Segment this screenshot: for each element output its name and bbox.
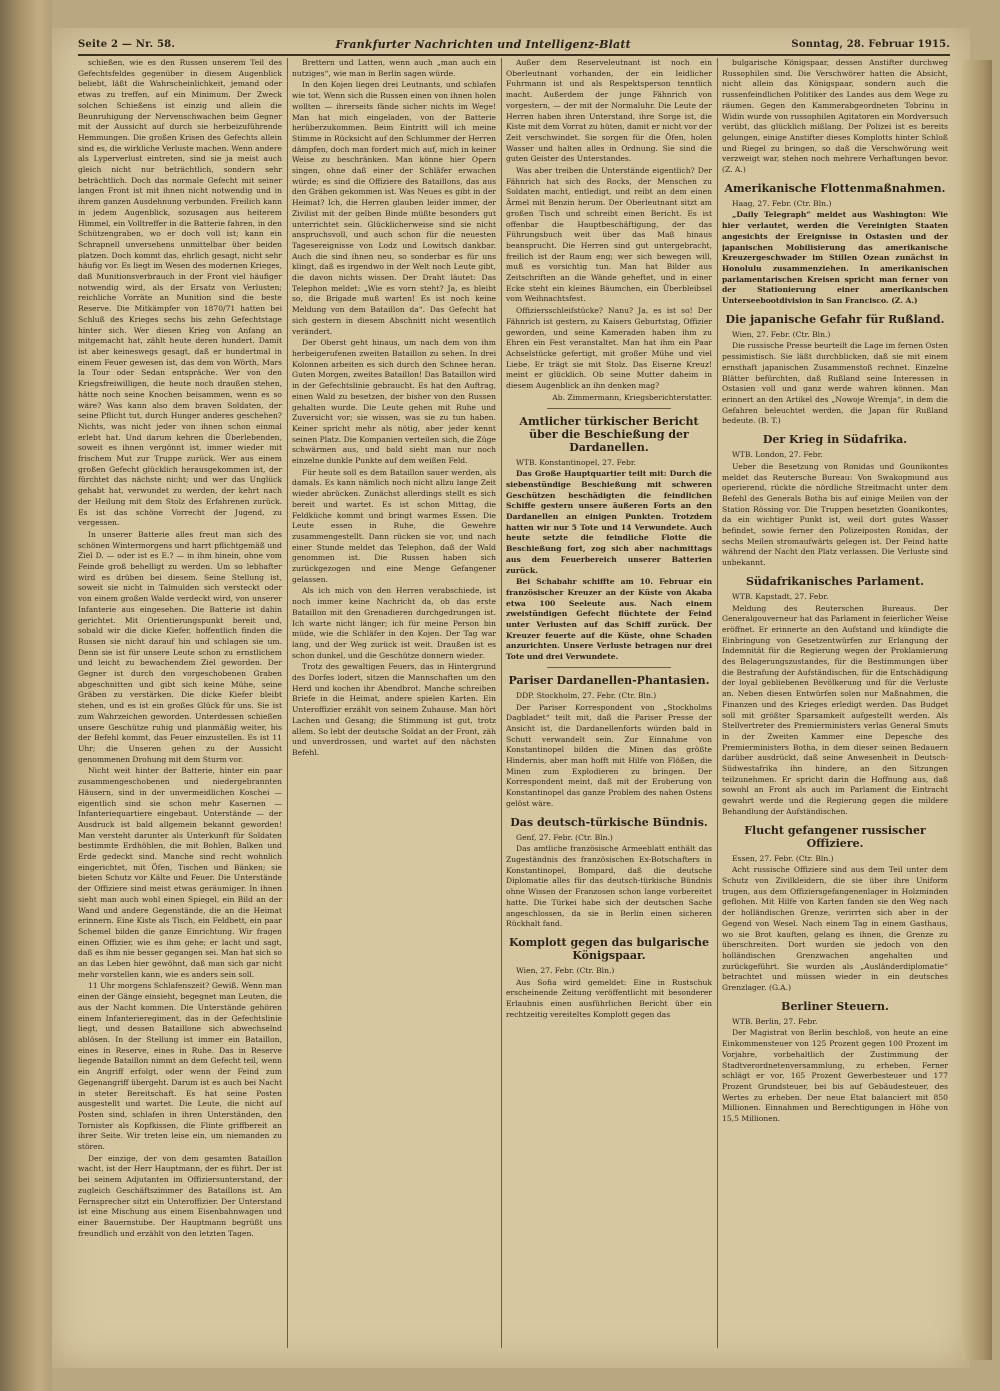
article-headline: Berliner Steuern.	[781, 999, 889, 1013]
column-1	[78, 58, 282, 1358]
paragraph: Acht russische Offiziere sind aus dem Teil unter dem Schutz von Zivilkleidern, die sie über ihre Uniform trugen, aus dem Offiziersgefangenenlager in Holzminden geflohen. Mit Hilfe von Karten fanden sie den Weg nach der holländischen Grenze, verirrten sich aber in der Gegend von Wesel. Nach einem Tag in einem Gasthaus, wo sie Brot kauften, gelang es ihnen, die Grenze zu überschreiten. Dort wurden sie jedoch von den holländischen Grenzwachen angehalten und zurückgeführt. Sie wurden als „Ausländerdiplomatie“ betrachtet und müssen wieder in ein deutsches Grenzlager. (G.A.)	[722, 865, 948, 993]
paragraph: Der Oberst geht hinaus, um nach dem von ihm herbeigerufenen zweiten Bataillon zu sehen. In drei Kolonnen arbeiten es sich durch den Schnee heran. Guten Morgen, zweites Bataillon! Das Bataillon wird in der Gefechtslinie gebraucht. Es hat den Auftrag, einen Wald zu besetzen, der bisher von den Russen gehalten wurde. Die Leute gehen mit Ruhe und Zuversicht vor; sie wissen, was sie zu tun haben. Keiner spricht mehr als nötig, aber jeder kennt seinen Platz. Die Kompanien verteilen sich, die Züge schwärmen aus, und bald sieht man nur noch einzelne dunkle Punkte auf dem weißen Feld.	[292, 338, 496, 466]
dateline: Essen, 27. Febr. (Ctr. Bln.)	[732, 853, 834, 863]
paragraph: Der Magistrat von Berlin beschloß, von heute an eine Einkommensteuer von 125 Prozent gegen 100 Prozent im Vorjahre, vorbehaltlich der Zustimmung der Stadtverordnetenversammlung, zu erheben. Ferner schlägt er vor, 165 Prozent Gewerbesteuer und 177 Prozent Grundsteuer, bei bis auf Gebäudesteuer, des Wertes zu erheben. Der neue Etat balanciert mit 850 Millionen. Einnahmen und Berechtigungen in Höhe von 15,5 Millionen.	[722, 1028, 948, 1124]
article-headline: Amerikanische Flottenmaßnahmen.	[724, 181, 946, 195]
column-rule	[501, 58, 502, 1348]
header-masthead: Frankfurter Nachrichten und Intelligenz-Blatt	[335, 37, 631, 51]
article-headline: Das deutsch-türkische Bündnis.	[510, 815, 708, 829]
column-2	[292, 58, 496, 1358]
text-columns	[78, 58, 950, 1358]
paragraph: Brettern und Latten, wenn auch „man auch ein nutziges“, wie man in Berlin sagen würde.	[292, 58, 496, 78]
paragraph: Was aber treiben die Unterstände eigentlich? Der Fähnrich hat sich des Rocks, der Menschen zu Soldaten macht, entledigt, und reibt an dem einen Ärmel mit Benzin herum. Der Oberleutnant sitzt am großen Tisch und schreibt einen Bericht. Es ist offenbar die Hauptbeschäftigung, der das Führungsbuch weit über das Maß hinaus beansprucht. Die Herren sind gut untergebracht, freilich ist der Raum eng; wer sich bewegen will, muß es vorsichtig tun. Man hat Bilder aus Zeitschriften an die Wände geheftet, und in einer Ecke steht ein kleines Bäumchen, ein Überbleibsel vom Weihnachtsfest.	[506, 166, 712, 304]
column-4	[722, 58, 948, 1358]
paragraph: Meldung des Reuterschen Bureaus. Der Generalgouverneur hat das Parlament in feierlicher Weise eröffnet. Er erinnerte an den Aufstand und kündigte die Einbringung von Gesetzentwürfen zur Erlangung der Indemnität für die Regierung wegen der Proklamierung des Belagerungszustandes, für die Bestimmungen über die Bestrafung der Aufständischen, für die Entschädigung der loyal gebliebenen Bevölkerung und für die Verluste an. Neben diesen Entwürfen solen nur Maßnahmen, die Finanzen und des Krieges erledigt werden. Das Budget soll mit größter Sparsamkeit aufgestellt werden. Als Stellvertreter des Premierministers verlas General Smuts in der Zweiten Kammer eine Depesche des Premierministers Botha, in dem dieser seinen Bedauern darüber ausdrückt, daß seine Anwesenheit in Deutsch-Südwestafrika ihn hindere, an den Sitzungen teilzunehmen. Er spricht darin die Hoffnung aus, daß sowohl an Front als auch im Parlament die Eintracht gewahrt werde und die Regierung gegen die mildere Behandlung der Aufständischen.	[722, 603, 948, 816]
article-headline: Flucht gefangener russischer Offiziere.	[744, 823, 926, 850]
dateline: DDP. Stockholm, 27. Febr. (Ctr. Bln.)	[516, 690, 657, 700]
paragraph: Außer dem Reserveleutnant ist noch ein Oberleutnant vorhanden, der ein leidlicher Fuhrmann ist und als Respektsperson tenntlich macht. Außerdem der junge Fähnrich von vorgestern, — der mit der Normaluhr. Die Leute der Herren haben ihren Unterstand, ihre Sorge ist, die Kiste mit dem Vorrat zu hüten, damit er nicht vor der Zeit verschwindet. Sie sorgen für die Öfen, holen Wasser und halten alles in Ordnung. Sie sind die guten Geister des Unterstandes.	[506, 58, 712, 164]
header-date: Sonntag, 28. Februar 1915.	[791, 38, 950, 50]
page-edge	[962, 60, 992, 1360]
paragraph: Bei Schabahr schiffte am 10. Februar ein französischer Kreuzer an der Küste von Akaba etwa 100 Seeleute aus. Nach einem zweistündigen Gefecht flüchtete der Feind unter Verlusten auf das Schiff zurück. Der Kreuzer feuerte auf die Küste, ohne Schaden anzurichten. Unsere Verluste betragen nur drei Tote und drei Verwundete.	[506, 577, 712, 662]
column-3	[506, 58, 712, 1358]
paragraph: 11 Uhr morgens Schlafenszeit? Gewiß. Wenn man einen der Gänge einsieht, begegnet man Leuten, die aus der Nacht kommen. Die Unterstände gehören einem Infanterieregiment, das in der Gefechtslinie liegt, und dessen Bataillone sich abwechselnd ablösen. In der Stellung ist immer ein Bataillon, eines in Reserve, eines in Ruhe. Das in Reserve liegende Bataillon nimmt an dem Gefecht teil, wenn ein Angriff erfolgt, oder wenn der Feind zum Gegenangriff übergeht. Darum ist es auch bei Nacht in steter Bereitschaft. Es hat seine Posten ausgestellt und wartet. Die Leute, die nicht auf Posten sind, schlafen in ihren Unterständen, den Tornister als Kopfkissen, die Flinte griffbereit an ihrer Seite. Wir treten leise ein, um niemanden zu stören.	[78, 981, 282, 1152]
paragraph: „Daily Telegraph“ meldet aus Washington: Wie hier verlautet, werden die Vereinigten Staaten angesichts der Ereignisse in Ostasien und der japanischen Mobilisierung das amerikanische Kreuzergeschwader im Stillen Ozean zunächst in Honolulu zusammenziehen. In amerikanischen parlamentarischen Kreisen spricht man ferner von der Stationierung einer amerikanischen Unterseebootdivision in San Francisco. (Z. A.)	[722, 210, 948, 306]
paragraph: Das amtliche französische Armeeblatt enthält das Zugeständnis des französischen Ex-Botschafters in Konstantinopel, Bompard, daß die deutsche Diplomatie alles für das deutsch-türkische Bündnis ohne Wissen der Franzosen schon lange vorbereitet hatte. Die Türkei habe sich der deutschen Sache angeschlossen, da sie in Berlin einen sicheren Rückhalt fand.	[506, 844, 712, 929]
paragraph: Für heute soll es dem Bataillon sauer werden, als damals. Es kann nämlich noch nicht allzu lange Zeit wieder abrücken. Zunächst allerdings stellt es sich bereit und wartet. Es ist schon Mittag, die Feldküche kommt und bringt warmes Essen. Die Leute essen in Ruhe, die Gewehre zusammengestellt. Dann rücken sie vor, und nach einer Stunde meldet das Telephon, daß der Wald genommen ist. Die Russen haben sich zurückgezogen und eine Menge Gefangener gelassen.	[292, 467, 496, 584]
dateline: WTB. London, 27. Febr.	[732, 450, 823, 460]
dateline: WTB. Berlin, 27. Febr.	[732, 1016, 818, 1026]
dateline: Wien, 27. Febr. (Ctr. Bln.)	[732, 329, 831, 339]
paragraph: Trotz des gewaltigen Feuers, das in Hintergrund des Dorfes lodert, sitzen die Mannschaften um den Herd und kochen ihr Abendbrot. Manche schreiben Briefe in die Heimat, andere spielen Karten. Ein Unteroffizier erzählt von seinem Zuhause. Man hört Lachen und Gesang; die Stimmung ist gut, trotz allem. So lebt der deutsche Soldat an der Front, zäh und unverdrossen, und wartet auf den nächsten Befehl.	[292, 662, 496, 757]
paragraph: Aus Sofia wird gemeldet: Eine in Rustschuk erscheinende Zeitung veröffentlicht mit besonderer Erlaubnis einen ausführlichen Bericht über ein rechtzeitig vereiteltes Komplott gegen das	[506, 977, 712, 1019]
article-headline: Der Krieg in Südafrika.	[762, 433, 908, 447]
article-headline: Die japanische Gefahr für Rußland.	[725, 312, 945, 326]
paragraph: Offiziersschleifstücke? Nanu? Ja, es ist so! Der Fähnrich ist gestern, zu Kaisers Geburtstag, Offizier geworden, und seine Kameraden haben ihm zu Ehren ein Fest veranstaltet. Man hat ihm ein Paar Achselstücke gefertigt, mit großer Mühe und viel Liebe. Er trägt sie mit Stolz. Das Eiserne Kreuz! meint er glücklich. Ob seine Mutter daheim in diesem Augenblick an ihn denken mag?	[506, 306, 712, 391]
dateline: WTB. Kapstadt, 27. Febr.	[732, 591, 829, 601]
page-header	[78, 34, 950, 56]
dateline: WTB. Konstantinopel, 27. Febr.	[516, 457, 637, 467]
author-signature: Ab. Zimmermann, Kriegsberichterstatter.	[552, 392, 712, 402]
header-page-number: Seite 2 — Nr. 58.	[78, 38, 176, 50]
dateline: Wien, 27. Febr. (Ctr. Bln.)	[516, 965, 615, 975]
separator	[547, 408, 671, 409]
book-binding	[0, 0, 52, 1391]
article-headline: Komplott gegen das bulgarische Königspaar.	[508, 935, 710, 962]
article-headline: Amtlicher türkischer Bericht über die Beschießung der Dardanellen.	[519, 414, 699, 454]
paragraph: schießen, wie es den Russen unserem Teil des Gefechtsfeldes gegenüber in diesem Augenblick beliebt, läßt die Wahrscheinlichkeit, jemand oder etwas zu treffen, auf ein Minimum. Der Zweck solchen Schießens ist einzig und allein die Beunruhigung der Nervenschwachen beim Gegner mit der Aussicht auf durch sie herbeizuführende Hemmungen. Die großen Krisen des Gefechts allein sind es, die wirkliche Verluste machen. Wenn andere als Lyperverlust eintreten, sind sie ja meist auch gleich nicht nur beträchtlich, sondern sehr beträchtlich. Doch das normale Gefecht mit seiner langen Front ist mit ihnen nicht notwendig und in ihrem ganzen Ausdehnung verbunden. Freilich kann in jedem Augenblick, sozusagen aus heiterem Himmel, ein Volltreffer in die Batterie fahren, in den Schützengraben, wo er doch voll ist; kann ein Schrapnell unversehens unmittelbar über beiden platzen. Doch kommt das, ehrlich gesagt, nicht sehr häufig vor. Es liegt im Wesen des modernen Krieges, daß Munitionsverbrauch in der Front viel häufiger notwendig wird, als der Ersatz von Verlusten; reichliche Vorräte an Munition sind die beste Reserve. Die Mitkämpfer von 1870/71 hatten bei Schluß des Krieges sechs bis zehn Gefechtstage hinter sich. Wer diesen Krieg von Anfang an mitgemacht hat, zählt heute deren hundert. Damit ist aber keineswegs gesagt, daß er hundertmal in einem Feuer gewesen ist, das dem von Wörth, Mars la Tour oder Sedan entspräche. Wer von den Kriegsfreiwilligen, die heute noch draußen stehen, hätte noch seine Knochen beisammen, wenn es so wäre? Was kann also dem braven Soldaten, der seine Pflicht tut, durch Hunger anderes geschehen? Nichts, was nicht jeder von ihnen schon einmal erlebt hat. Und darum kehren die Überlebenden, soweit es ihnen vergönnt ist, immer wieder mit frischem Mut zur Truppe zurück. Wer aus einem großen Gefecht glücklich herausgekommen ist, der fürchtet das nächste nicht; und wer das Unglück gehabt hat, verwundet zu werden, der kehrt nach der Heilung mit dem Stolz des Erfahrenen zurück. Es ist das schöne Vorrecht der Jugend, zu vergessen.	[78, 58, 282, 528]
paragraph: Der einzige, der von dem gesamten Bataillon wacht, ist der Herr Hauptmann, der es führt. Der ist bei seinem Adjutanten im Offiziersunterstand, der zugleich Geschäftszimmer des Bataillons ist. Am Fernsprecher sitzt ein Unteroffizier. Der Unterstand ist eine Mischung aus einem Eisenbahnwagen und einer Bauernstube. Der Hauptmann begrüßt uns freundlich und erzählt von den letzten Tagen.	[78, 1153, 282, 1238]
paragraph: In den Kojen liegen drei Leutnants, und schlafen wie tot. Wenn sich die Russen einen von ihnen holen wollten — ihrerseits fände sicher nichts im Wege! Man hat mich eingeladen, von der Batterie herüberzukommen. Beim Eintritt will ich meine Stimme in Rücksicht auf den Schlummer der Herren dämpfen, doch man fordert mich auf, mich in keiner Weise zu beschränken. Man könne hier Opern singen, ohne daß einer der Schläfer erwachen würde; es sind die Offiziere des Bataillons, das aus den Gräben gekommen ist. Was Neues es gibt in der Heimat? Ich, die Herren glauben leider immer, der Zivilist mit der gelben Binde müßte besonders gut unterrichtet sein. Glücklicherweise sind sie nicht anspruchsvoll, und auch schon für die neuesten Tagesereignisse von Lodz und Lowitsch dankbar. Auch die sind ihnen neu, so sonderbar es für uns klingt, daß es irgendwo in der Welt noch Leute gibt, die davon nichts wissen. Der Draht läutet: Das Telephon meldet: „Wie es vorn steht? Ja, es bleibt so, die Brigade muß warten! Es ist noch keine Meldung von dem Bataillon da“. Das Gefecht hat sich gestern in diesem Abschnitt nicht wesentlich verändert.	[292, 80, 496, 336]
article-headline: Pariser Dardanellen-Phantasien.	[508, 673, 710, 687]
separator	[547, 667, 671, 668]
paragraph: Ueber die Besetzung von Ronidas und Gounikontes meldet das Reutersche Bureau: Von Swakopmund aus operierend, rückte die nördliche Streitmacht unter dem Befehl des Generals Botha bis auf einige Meilen von der Station Rössing vor. Die Truppen besetzten Goanikontes, da ein wichtiger Punkt ist, weil dort gutes Wasser befindet, sowie ferner den Polizeiposten Ronidas, der sechs Meilen stromaufwärts gelegen ist. Der Feind hatte während der Nacht den Platz verlassen. Die Verluste sind unbekannt.	[722, 461, 948, 568]
paragraph: In unserer Batterie alles freut man sich des schönen Wintermorgens und harrt pflichtgemäß und Ziel D. — oder ist es E.? — in ihm hinein, ohne vom Feinde groß behelligt zu werden. Um so lebhafter wird es drüben bei diesem. Seine Stellung ist, soweit sie nicht in Talmulden sich versteckt oder von einem großen Walde verdeckt wird, von unserer Infanterie aus eingesehen. Die Batterie ist dahin gerichtet. Mit Orientierungspunkt bereit und, sobald wir die dicke Kiefer, hoffentlich finden die Russen sie nicht darauf hin und schlagen sie um. Denn sie ist für unsere Leute schon zu ernstlichem und leicht zu bewachendem Ziel geworden. Der Gegner ist durch den vorgeschobenen Graben abgeschnitten und gibt sich keine Mühe, seine Gräben zu verstärken. Die dicke Kiefer bleibt stehen, und es ist ein großes Glück für uns. Sie ist zum Wahrzeichen geworden. Unterdessen schießen unsere Geschütze ruhig und planmäßig weiter, bis der Befehl kommt, das Feuer einzustellen. Es ist 11 Uhr; die Unseren gehen zu der Aussicht genommenen Drohung mit dem Sturm vor.	[78, 529, 282, 764]
paragraph: Die russische Presse beurteilt die Lage im fernen Osten pessimistisch. Sie läßt durchblicken, daß sie mit einem ernsthaft japanischen Zusammenstoß rechnet. Einzelne Blätter befürchten, daß Rußland seine Interessen in Ostasien voll und ganz werde wahren können. Man erinnert an den Artikel des „Nowoje Wremja“, in dem die Gefahren beleuchtet werden, die Japan für Rußland bedeute. (B. T.)	[722, 341, 948, 426]
column-rule	[287, 58, 288, 1348]
article-headline: Südafrikanisches Parlament.	[745, 574, 925, 588]
paragraph: Als ich mich von den Herren verabschiede, ist noch immer keine Nachricht da, ob das erste Bataillon mit den Grenadieren durchgedrungen ist. Ich warte nicht länger; ich für meine Person bin müde, wie die Schläfer in den Kojen. Der Tag war lang, und der Weg zurück ist weit. Draußen ist es schon dunkel, und die Geschütze donnern wieder.	[292, 586, 496, 660]
paragraph: Das Große Hauptquartier teilt mit: Durch die siebenstündige Beschießung mit schweren Geschützen beschädigten die feindlichen Schiffe gestern unsere äußeren Forts an den Dardanellen an einigen Punkten. Trotzdem hatten wir nur 5 Tote und 14 Verwundete. Auch heute setzte die feindliche Flotte die Beschießung fort, zog sich aber nachmittags aus dem Feuerbereich unserer Batterien zurück.	[506, 469, 712, 575]
column-rule	[717, 58, 718, 1348]
dateline: Haag, 27. Febr. (Ctr. Bln.)	[732, 198, 832, 208]
paragraph: Nicht weit hinter der Batterie, hinter ein paar zusammengeschobenen und niedergebrannten Häusern, sind in der unvermeidlichen Koschei — eigentlich sind sie schon mehr Kasernen — Infanteriequartiere eingebaut. Unterstände — der Ausdruck ist bald allgemein bekannt geworden! Man versteht darunter als Unterkunft für Soldaten bestimmte Erdhöhlen, die mit Bohlen, Balken und Erde gedeckt sind. Manche sind recht wohnlich eingerichtet, mit Öfen, Tischen und Bänken; sie bieten Schutz vor Kälte und Feuer. Die Unterstände der Offiziere sind meist etwas geräumiger. In ihnen sieht man auch wohl einen Spiegel, ein Bild an der Wand und andere Gegenstände, die an die Heimat erinnern. Eine Kiste als Tisch, ein Feldbett, ein paar Schemel bilden die ganze Einrichtung. Wir fragen einen Offizier, wie es ihm gehe; er lacht und sagt, daß es ihm nie besser gegangen sei. Man hat sich so an das Leben hier gewöhnt, daß man sich gar nicht mehr vorstellen kann, wie es anders sein soll.	[78, 766, 282, 979]
dateline: Genf, 27. Febr. (Ctr. Bln.)	[516, 832, 613, 842]
paragraph: Der Pariser Korrespondent von „Stockholms Dagbladet“ teilt mit, daß die Pariser Presse der Ansicht ist, die Dardanellenforts würden bald in Schutt verwandelt sein. Zur Einnahme von Konstantinopel bilden die Minen das größte Hindernis, aber man hofft mit Hilfe von Flößen, die Minen zum Explodieren zu bringen. Der Korrespondent meint, daß mit der Eroberung von Konstantinopel das ganze Problem des nahen Ostens gelöst wäre.	[506, 702, 712, 808]
paragraph: bulgarische Königspaar, dessen Anstifter durchweg Russophilen sind. Die Verschwörer hatten die Absicht, nicht allein das Königspaar, sondern auch die russenfeindlichen Politiker des Landes aus dem Wege zu räumen. Gegen den Kammerabgeordneten Tobrinu in Widin wurde von russophilen Agitatoren ein Mordversuch verübt, das glücklich mißlang. Der Polizei ist es bereits gelungen, einige Anstifter dieses Komplotts hinter Schloß und Riegel zu bringen, so daß die Verschwörung weit verzweigt war, stehen noch mehrere Verhaftungen bevor. (Z. A.)	[722, 58, 948, 175]
